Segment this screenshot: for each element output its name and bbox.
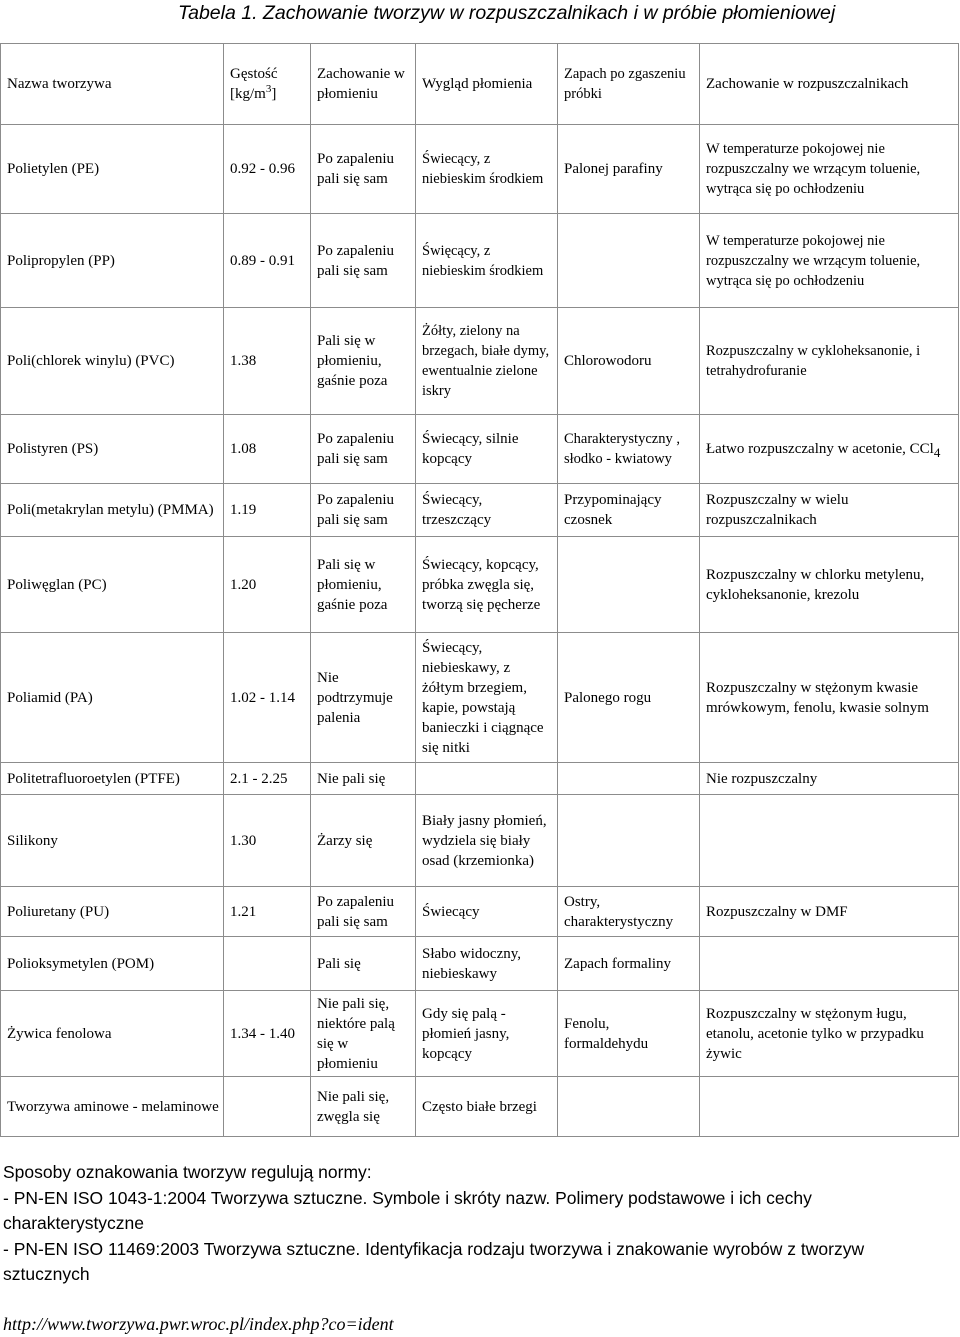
cell-smell: Charakterystyczny , słodko - kwiatowy [558, 415, 700, 484]
cell-solvents: Rozpuszczalny w DMF [700, 887, 959, 937]
cell-behavior: Nie pali się [311, 763, 416, 795]
cell-solvents: Łatwo rozpuszczalny w acetonie, CCl4 [700, 415, 959, 484]
cell-behavior: Po zapaleniu pali się sam [311, 415, 416, 484]
cell-behavior: Po zapaleniu pali się sam [311, 484, 416, 537]
cell-smell [558, 763, 700, 795]
cell-smell [558, 1077, 700, 1137]
header-solvents: Zachowanie w rozpuszczalnikach [700, 44, 959, 125]
cell-density: 1.38 [224, 308, 311, 415]
cell-density: 1.19 [224, 484, 311, 537]
cell-flame [416, 763, 558, 795]
cell-smell [558, 214, 700, 308]
cell-behavior: Nie podtrzymuje palenia [311, 633, 416, 763]
cell-density: 2.1 - 2.25 [224, 763, 311, 795]
cell-smell: Palonego rogu [558, 633, 700, 763]
table-row [1, 1077, 959, 1137]
table-row [1, 214, 959, 308]
cell-name: Polistyren (PS) [1, 415, 224, 484]
cell-flame: Świecący, z niebieskim środkiem [416, 125, 558, 214]
cell-density: 0.89 - 0.91 [224, 214, 311, 308]
cell-solvents: W temperaturze pokojowej nie rozpuszczalny we wrzącym toluenie, wytrąca się po ochłodzeniu [700, 125, 959, 214]
cell-solvents: Rozpuszczalny w cykloheksanonie, i tetrahydrofuranie [700, 308, 959, 415]
cell-density [224, 937, 311, 991]
note-standard-1043: - PN-EN ISO 1043-1:2004 Tworzywa sztuczne. Symbole i skróty nazw. Polimery podstawowe i ich cechy charakterystyczne [3, 1187, 812, 1233]
header-flame-behavior: Zachowanie w płomieniu [311, 44, 416, 125]
cell-behavior: Pali się [311, 937, 416, 991]
cell-density: 1.21 [224, 887, 311, 937]
cell-flame: Biały jasny płomień, wydziela się biały osad (krzemionka) [416, 795, 558, 887]
cell-density: 1.30 [224, 795, 311, 887]
cell-smell [558, 537, 700, 633]
cell-flame: Świecący, kopcący, próbka zwęgla się, tworzą się pęcherze [416, 537, 558, 633]
cell-name: Tworzywa aminowe - melaminowe [1, 1077, 224, 1137]
cell-behavior: Żarzy się [311, 795, 416, 887]
cell-smell: Przypominający czosnek [558, 484, 700, 537]
cell-flame: Często białe brzegi [416, 1077, 558, 1137]
table-row [1, 308, 959, 415]
cell-solvents: Rozpuszczalny w chlorku metylenu, cykloheksanonie, krezolu [700, 537, 959, 633]
cell-density: 1.34 - 1.40 [224, 991, 311, 1077]
cell-flame: Świecący [416, 887, 558, 937]
cell-flame: Święcący, z niebieskim środkiem [416, 214, 558, 308]
cell-behavior: Po zapaleniu pali się sam [311, 125, 416, 214]
header-smell: Zapach po zgaszeniu próbki [558, 44, 700, 125]
cell-name: Poliuretany (PU) [1, 887, 224, 937]
cell-density [224, 1077, 311, 1137]
cell-name: Polietylen (PE) [1, 125, 224, 214]
table-row [1, 125, 959, 214]
cell-flame: Świecący, silnie kopcący [416, 415, 558, 484]
cell-flame: Świecący, niebieskawy, z żółtym brzegiem, kapie, powstają banieczki i ciągnące się nitki [416, 633, 558, 763]
table-row [1, 991, 959, 1077]
cell-solvents [700, 937, 959, 991]
cell-solvents [700, 1077, 959, 1137]
cell-name: Polipropylen (PP) [1, 214, 224, 308]
standards-note [3, 1160, 953, 1288]
note-standard-11469: - PN-EN ISO 11469:2003 Tworzywa sztuczne. Identyfikacja rodzaju tworzywa i znakowanie wyrobów z tworzyw sztucznych [3, 1238, 865, 1284]
table-row [1, 633, 959, 763]
cell-smell: Chlorowodoru [558, 308, 700, 415]
cell-flame: Świecący, trzeszczący [416, 484, 558, 537]
cell-solvents: Rozpuszczalny w stężonym kwasie mrówkowym, fenolu, kwasie solnym [700, 633, 959, 763]
cell-density: 1.02 - 1.14 [224, 633, 311, 763]
cell-flame: Żółty, zielony na brzegach, białe dymy, ewentualnie zielone iskry [416, 308, 558, 415]
cell-flame: Gdy się palą - płomień jasny, kopcący [416, 991, 558, 1077]
table-row [1, 415, 959, 484]
cell-name: Poliamid (PA) [1, 633, 224, 763]
table-row [1, 937, 959, 991]
cell-solvents: Rozpuszczalny w stężonym ługu, etanolu, acetonie tylko w przypadku żywic [700, 991, 959, 1077]
cell-name: Poliwęglan (PC) [1, 537, 224, 633]
cell-behavior: Pali się w płomieniu, gaśnie poza [311, 537, 416, 633]
cell-solvents: Rozpuszczalny w wielu rozpuszczalnikach [700, 484, 959, 537]
cell-name: Żywica fenolowa [1, 991, 224, 1077]
cell-density: 0.92 - 0.96 [224, 125, 311, 214]
cell-smell: Zapach formaliny [558, 937, 700, 991]
cell-name: Silikony [1, 795, 224, 887]
plastics-table [0, 43, 959, 1137]
table-row [1, 763, 959, 795]
header-name: Nazwa tworzywa [1, 44, 224, 125]
cell-smell: Palonej parafiny [558, 125, 700, 214]
cell-name: Politetrafluoroetylen (PTFE) [1, 763, 224, 795]
cell-smell: Fenolu, formaldehydu [558, 991, 700, 1077]
cell-name: Poli(chlorek winylu) (PVC) [1, 308, 224, 415]
cell-name: Polioksymetylen (POM) [1, 937, 224, 991]
cell-solvents: W temperaturze pokojowej nie rozpuszczalny we wrzącym toluenie, wytrąca się po ochłodzeniu [700, 214, 959, 308]
table-row [1, 887, 959, 937]
cell-solvents: Nie rozpuszczalny [700, 763, 959, 795]
cell-density: 1.08 [224, 415, 311, 484]
header-density: Gęstość $[kg/m^3]$ [224, 44, 311, 125]
cell-behavior: Pali się w płomieniu, gaśnie poza [311, 308, 416, 415]
cell-behavior: Po zapaleniu pali się sam [311, 214, 416, 308]
table-row [1, 537, 959, 633]
cell-density: 1.20 [224, 537, 311, 633]
header-row [1, 44, 959, 125]
cell-behavior: Po zapaleniu pali się sam [311, 887, 416, 937]
table-row [1, 484, 959, 537]
table-title: Tabela 1. Zachowanie tworzyw w rozpuszczalnikach i w próbie płomieniowej [178, 2, 836, 24]
cell-flame: Słabo widoczny, niebieskawy [416, 937, 558, 991]
table-row [1, 795, 959, 887]
source-url: http://www.tworzywa.pwr.wroc.pl/index.php?co=ident [3, 1314, 394, 1334]
header-flame-look: Wygląd płomienia [416, 44, 558, 125]
cell-name: Poli(metakrylan metylu) (PMMA) [1, 484, 224, 537]
cell-solvents [700, 795, 959, 887]
cell-smell [558, 795, 700, 887]
cell-smell: Ostry, charakterystyczny [558, 887, 700, 937]
note-heading: Sposoby oznakowania tworzyw regulują normy: [3, 1162, 372, 1182]
cell-behavior: Nie pali się, zwęgla się [311, 1077, 416, 1137]
cell-behavior: Nie pali się, niektóre palą się w płomieniu [311, 991, 416, 1077]
